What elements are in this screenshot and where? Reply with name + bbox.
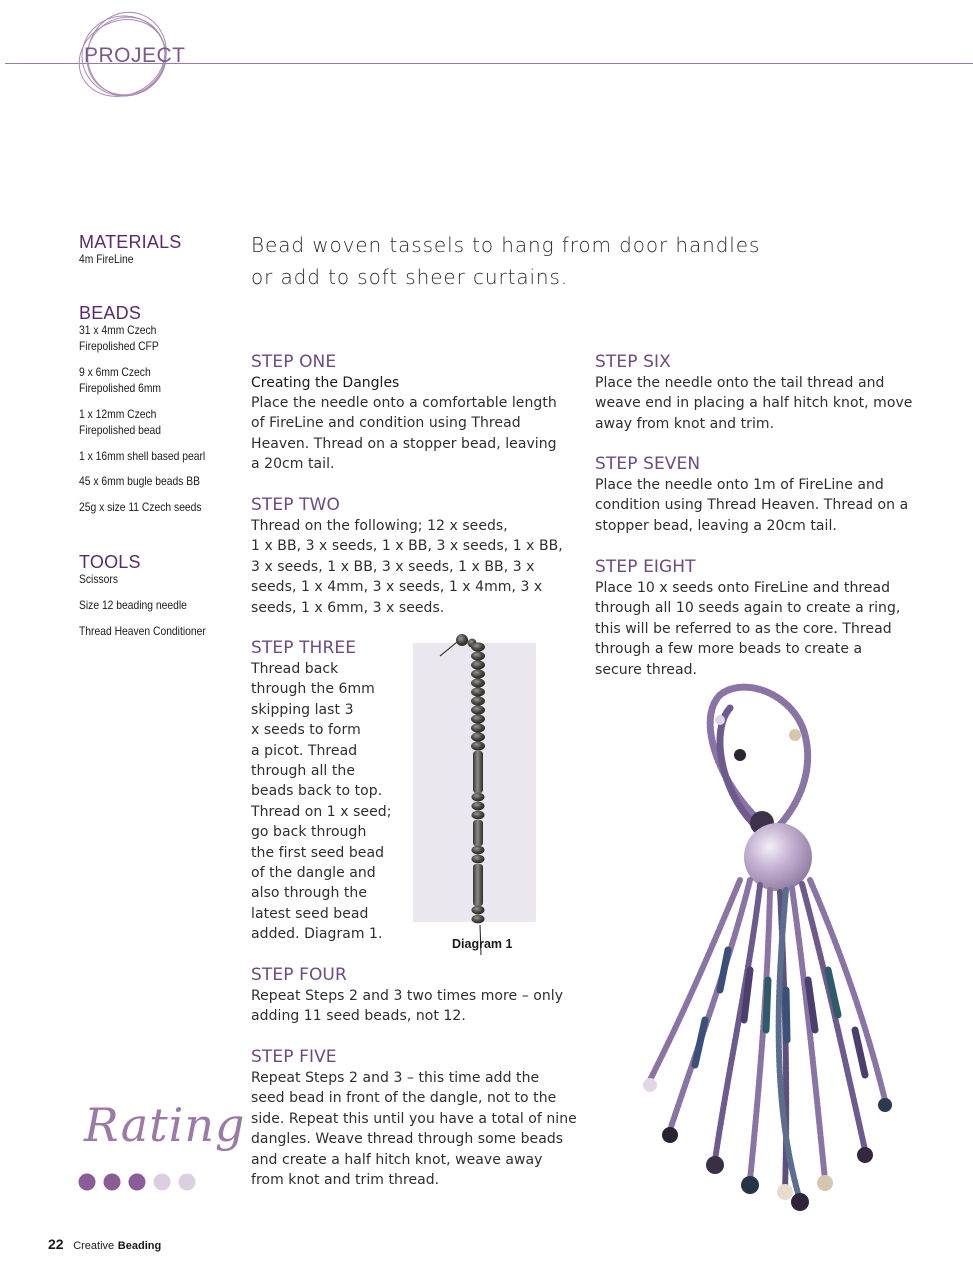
rating-label: Rating <box>84 1098 246 1152</box>
rating-dot-empty <box>179 1174 196 1191</box>
pearl <box>744 823 812 891</box>
step-line: of the dangle and <box>251 865 376 882</box>
beads-item: Firepolished bead <box>79 423 162 437</box>
step-line: secure thread. <box>595 661 698 678</box>
seed-bead <box>472 811 485 820</box>
step-line: this will be referred to as the core. Thread <box>595 620 892 637</box>
bead <box>643 1078 657 1092</box>
bugle-bead <box>766 980 768 1030</box>
bead <box>715 715 725 725</box>
step-two <box>251 494 581 618</box>
step-line: seed bead in front of the dangle, not to the <box>251 1090 557 1107</box>
step-seven <box>595 453 935 536</box>
bead <box>662 1127 678 1143</box>
step-title: STEP TWO <box>251 495 340 515</box>
step-line: stopper bead, leaving a 20cm tail. <box>595 517 837 534</box>
seed-bead <box>472 793 485 802</box>
seed-bead <box>472 915 485 924</box>
step-line: Place the needle onto the tail thread and <box>595 375 885 391</box>
step-line: through all the <box>251 763 355 780</box>
rating-dot-filled <box>129 1174 146 1191</box>
tools-item: Thread Heaven Conditioner <box>79 624 206 638</box>
bead <box>741 1176 759 1194</box>
step-title: STEP THREE <box>251 638 357 658</box>
step-five <box>251 1046 581 1190</box>
step-line: from knot and trim thread. <box>251 1172 440 1189</box>
step-line: through the 6mm <box>251 681 375 698</box>
step-title: STEP SIX <box>595 352 671 372</box>
bugle-bead <box>473 864 483 906</box>
tools-heading: TOOLS <box>79 552 141 572</box>
beads-item: 25g x size 11 Czech seeds <box>79 500 202 514</box>
bugle-bead <box>786 990 787 1040</box>
step-line: Thread back <box>251 661 339 677</box>
step-line: a picot. Thread <box>251 742 358 759</box>
tools-item: Scissors <box>79 572 118 586</box>
step-line: Heaven. Thread on a stopper bead, leaving <box>251 435 557 452</box>
materials-item: 4m FireLine <box>79 252 134 266</box>
tools-item: Size 12 beading needle <box>79 598 187 612</box>
step-line: a 20cm tail. <box>251 456 335 473</box>
step-line: latest seed bead <box>251 905 369 922</box>
magazine-name-part1: Creative <box>73 1240 115 1252</box>
step-line: through all 10 seeds again to create a ring, <box>595 600 901 617</box>
tassel-photo <box>610 680 910 1220</box>
step-line: through a few more beads to create a <box>595 641 863 658</box>
bead <box>777 1184 793 1200</box>
diagram-caption: Diagram 1 <box>452 937 513 951</box>
step-line: and create a half hitch knot, weave away <box>251 1151 543 1168</box>
step-line: 1 x BB, 3 x seeds, 1 x BB, 3 x seeds, 1 x BB, <box>251 538 563 555</box>
bead <box>706 1156 724 1174</box>
bead <box>817 1175 833 1191</box>
bead <box>878 1098 892 1112</box>
step-line: x seeds to form <box>251 722 361 739</box>
folio <box>48 1236 161 1252</box>
step-line: 3 x seeds, 1 x BB, 3 x seeds, 1 x BB, 3 x <box>251 558 535 575</box>
beads-item: 9 x 6mm Czech <box>79 365 151 379</box>
magazine-name-part2: Beading <box>117 1240 162 1252</box>
step-title: STEP EIGHT <box>595 557 696 577</box>
diagram-1-illustration <box>430 625 540 960</box>
intro-line: Bead woven tassels to hang from door handles <box>251 233 761 257</box>
seed-bead <box>472 855 485 864</box>
step-line: beads back to top. <box>251 783 383 800</box>
step-six <box>595 351 935 434</box>
step-line: seeds, 1 x 4mm, 3 x seeds, 1 x 4mm, 3 x <box>251 579 543 596</box>
step-one <box>251 351 581 475</box>
bead <box>734 749 746 761</box>
step-line: of FireLine and condition using Thread <box>251 415 521 432</box>
step-line: weave end in placing a half hitch knot, move <box>595 395 913 412</box>
step-line: Place the needle onto a comfortable length <box>251 395 557 411</box>
rating-dots <box>78 1171 208 1193</box>
step-title: STEP FIVE <box>251 1047 337 1067</box>
bugle-bead <box>695 1020 705 1065</box>
step-title: STEP ONE <box>251 352 337 372</box>
beads-item: Firepolished CFP <box>79 339 159 353</box>
step-line: the first seed bead <box>251 844 385 861</box>
intro-line: or add to soft sheer curtains. <box>251 265 569 289</box>
step-line: skipping last 3 <box>251 701 354 718</box>
section-label: PROJECT <box>84 44 186 67</box>
step-line: dangles. Weave thread through some beads <box>251 1131 564 1148</box>
intro-text <box>251 229 811 293</box>
step-line: Place the needle onto 1m of FireLine and <box>595 477 884 493</box>
step-line: Place 10 x seeds onto FireLine and thread <box>595 580 891 596</box>
beads-item: 1 x 12mm Czech <box>79 407 157 421</box>
bugle-bead <box>720 950 728 990</box>
seed-bead-group <box>471 642 485 750</box>
beads-item: 31 x 4mm Czech <box>79 323 157 337</box>
step-subtitle: Creating the Dangles <box>251 375 400 391</box>
step-line: side. Repeat this until you have a total of nine <box>251 1110 577 1127</box>
step-eight <box>595 556 935 680</box>
bugle-bead <box>855 1030 865 1075</box>
dangle <box>670 880 750 1130</box>
bead <box>857 1147 873 1163</box>
bugle-bead <box>473 751 483 793</box>
rating-dot-filled <box>104 1174 121 1191</box>
step-line: go back through <box>251 824 367 841</box>
seed-bead <box>472 846 485 855</box>
stopper-bead <box>456 634 468 646</box>
step-line: away from knot and trim. <box>595 415 775 432</box>
page-number: 22 <box>48 1236 64 1252</box>
bugle-bead <box>473 820 483 846</box>
step-line: Repeat Steps 2 and 3 – this time add the <box>251 1070 540 1086</box>
beads-item: 1 x 16mm shell based pearl <box>79 449 206 463</box>
dangle <box>792 888 825 1180</box>
step-four <box>251 964 581 1027</box>
step-title: STEP FOUR <box>251 965 347 985</box>
materials-heading: MATERIALS <box>79 232 182 252</box>
bugle-bead <box>828 970 838 1015</box>
step-line: added. Diagram 1. <box>251 926 383 943</box>
beads-heading: BEADS <box>79 303 142 323</box>
bead <box>789 729 801 741</box>
step-line: condition using Thread Heaven. Thread on a <box>595 497 909 514</box>
step-line: seeds, 1 x 6mm, 3 x seeds. <box>251 599 445 616</box>
step-title: STEP SEVEN <box>595 454 701 474</box>
step-line: Thread on 1 x seed; <box>251 803 392 820</box>
beads-item: Firepolished 6mm <box>79 381 162 395</box>
step-line: Repeat Steps 2 and 3 two times more – only <box>251 988 564 1004</box>
bead <box>791 1193 809 1211</box>
seed-bead <box>472 802 485 811</box>
step-line: adding 11 seed beads, not 12. <box>251 1008 466 1025</box>
step-three <box>251 637 411 945</box>
rating-dot-filled <box>79 1174 96 1191</box>
rating-dot-empty <box>154 1174 171 1191</box>
seed-bead <box>472 906 485 915</box>
step-line: also through the <box>251 885 368 902</box>
beads-item: 45 x 6mm bugle beads BB <box>79 474 201 488</box>
step-line: Thread on the following; 12 x seeds, <box>251 518 508 534</box>
